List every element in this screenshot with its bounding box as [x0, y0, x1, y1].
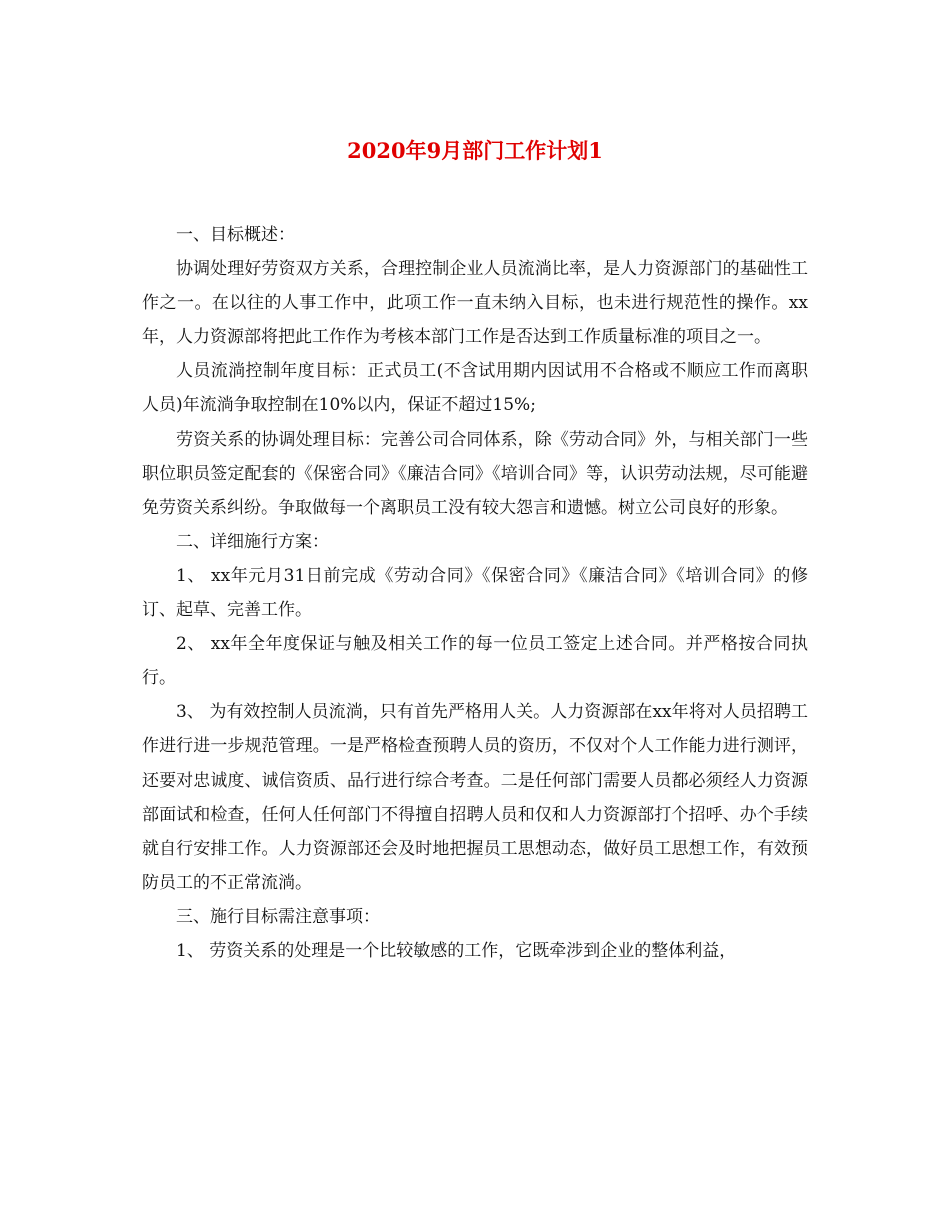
paragraph: 协调处理好劳资双方关系，合理控制企业人员流淌比率，是人力资源部门的基础性工作之一。在以往的人事工作中，此项工作一直未纳入目标，也未进行规范性的操作。xx年，人力资源部将把此工作作为考核本部门工作是否达到工作质量标准的项目之一。 — [142, 259, 808, 348]
paragraph: 人员流淌控制年度目标：正式员工(不含试用期内因试用不合格或不顺应工作而离职人员)年流淌争取控制在10%以内，保证不超过15%; — [142, 361, 808, 416]
list-item: 1、 劳资关系的处理是一个比较敏感的工作，它既牵涉到企业的整体利益， — [176, 940, 737, 961]
document-title: 2020年9月部门工作计划1 — [347, 138, 603, 163]
document-body — [142, 218, 808, 968]
list-item: 2、 xx年全年度保证与触及相关工作的每一位员工签定上述合同。并严格按合同执行。 — [142, 634, 808, 689]
list-item: 1、 xx年元月31日前完成《劳动合同》《保密合同》《廉洁合同》《培训合同》的修订、起草、完善工作。 — [142, 565, 808, 621]
section-heading-3: 三、施行目标需注意事项： — [176, 906, 380, 927]
paragraph: 劳资关系的协调处理目标：完善公司合同体系，除《劳动合同》外，与相关部门一些职位职员签定配套的《保密合同》《廉洁合同》《培训合同》等，认识劳动法规，尽可能避免劳资关系纠纷。争取做每一个离职员工没有较大怨言和遗憾。树立公司良好的形象。 — [142, 429, 808, 518]
section-heading-1: 一、目标概述： — [176, 225, 295, 245]
section-heading-2: 二、详细施行方案： — [176, 531, 329, 552]
list-item: 3、 为有效控制人员流淌，只有首先严格用人关。人力资源部在xx年将对人员招聘工作进行进一步规范管理。一是严格检查预聘人员的资历，不仅对个人工作能力进行测评，还要对忠诚度、诚信资质、品行进行综合考查。二是任何部门需要人员都必须经人力资源部面试和检查，任何人任何部门不得擅自招聘人员和仅和人力资源部打个招呼、办个手续就自行安排工作。人力资源部还会及时地把握员工思想动态，做好员工思想工作，有效预防员工的不正常流淌。 — [142, 702, 808, 893]
